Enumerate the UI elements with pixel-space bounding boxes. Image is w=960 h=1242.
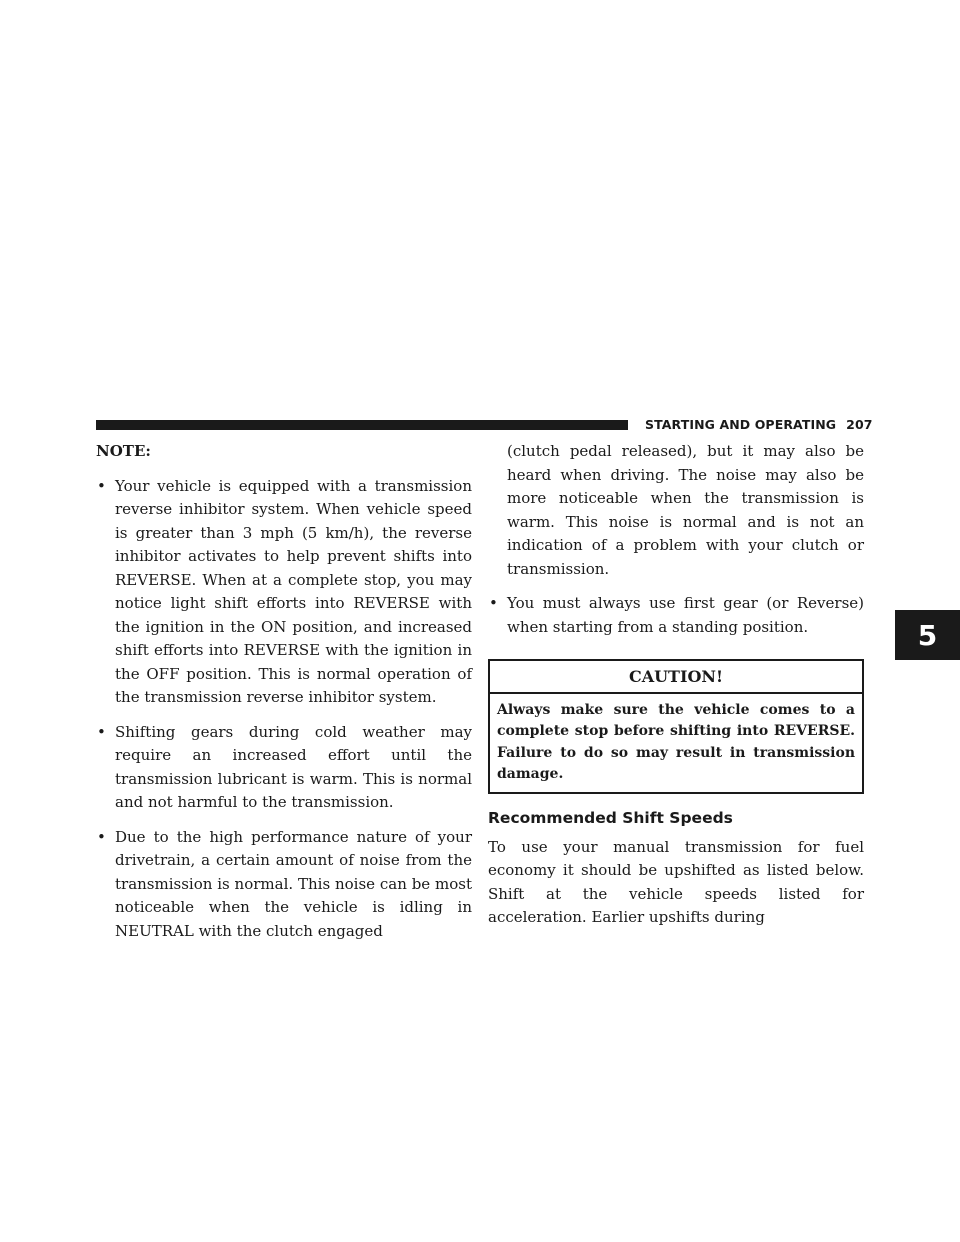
header-rule xyxy=(96,420,628,430)
page-number: 207 xyxy=(846,417,873,432)
bullet-text: Due to the high performance nature of your drivetrain, a certain amount of noise from the transmission is normal. This noise can be most noticeable when the vehicle is idling in NEUTRAL with the clutch engaged xyxy=(115,827,472,940)
list-item xyxy=(96,475,472,710)
list-item xyxy=(488,592,864,639)
bullet-icon: • xyxy=(97,476,106,495)
list-item xyxy=(96,721,472,815)
caution-box xyxy=(488,659,864,794)
running-header xyxy=(645,417,873,433)
bullet-continuation: (clutch pedal released), but it may also be heard when driving. The noise may also be more noticeable when the transmission is warm. This noise is normal and is not an indication of a problem with your clutch or transmission. xyxy=(507,442,864,578)
caution-title: CAUTION! xyxy=(490,661,862,694)
bullet-text: You must always use first gear (or Reverse) when starting from a standing position. xyxy=(507,594,864,636)
chapter-tab: 5 xyxy=(895,610,960,660)
list-item xyxy=(96,826,472,944)
body-paragraph: To use your manual transmission for fuel economy it should be upshifted as listed below. Shift at the vehicle speeds listed for acceleration. Earlier upshifts during xyxy=(488,837,864,926)
bullet-text: Shifting gears during cold weather may require an increased effort until the transmission lubricant is warm. This is normal and not harmful to the transmission. xyxy=(115,722,472,811)
section-title: STARTING AND OPERATING xyxy=(645,417,837,432)
note-label: NOTE: xyxy=(96,442,151,460)
section-heading: Recommended Shift Speeds xyxy=(488,808,733,827)
right-bullet-list xyxy=(488,592,864,639)
left-column xyxy=(96,440,472,954)
bullet-icon: • xyxy=(97,722,106,741)
bullet-text: Your vehicle is equipped with a transmission reverse inhibitor system. When vehicle speed is greater than 3 mph (5 km/h), the reverse inhibitor activates to help prevent shifts into REVERSE. When at a complete stop, you may notice light shift efforts into REVERSE with the ignition in the ON position, and increased shift efforts into REVERSE with the ignition in the OFF position. This is normal operation of the transmission reverse inhibitor system. xyxy=(115,476,472,706)
bullet-icon: • xyxy=(489,594,498,612)
bullet-icon: • xyxy=(97,827,106,846)
note-bullet-list xyxy=(96,475,472,944)
caution-body: Always make sure the vehicle comes to a complete stop before shifting into REVERSE. Failure to do so may result in transmission damage. xyxy=(497,701,855,782)
right-column xyxy=(488,440,864,930)
